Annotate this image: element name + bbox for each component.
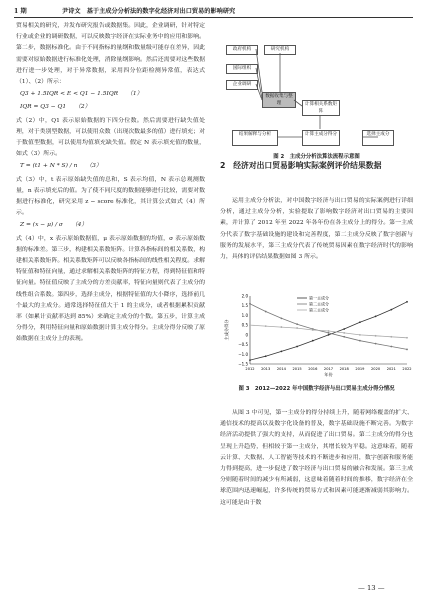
flowchart-arrows bbox=[220, 40, 413, 150]
data-point bbox=[249, 324, 251, 326]
y-tick-label: 0 bbox=[245, 332, 248, 338]
x-tick-label: 2015 bbox=[292, 367, 302, 371]
data-point bbox=[359, 321, 361, 323]
section-2-title: 2 经济对出口贸易影响实际案例评价结果数据 bbox=[220, 161, 382, 170]
data-point bbox=[281, 350, 283, 352]
data-point bbox=[281, 317, 283, 319]
right-body bbox=[220, 196, 413, 263]
data-point bbox=[328, 330, 330, 332]
data-point bbox=[343, 328, 345, 330]
data-point bbox=[375, 343, 377, 345]
data-point bbox=[296, 327, 298, 329]
data-point bbox=[406, 337, 408, 339]
data-point bbox=[390, 309, 392, 311]
x-axis-label: 年份 bbox=[324, 372, 333, 377]
data-point bbox=[312, 329, 314, 331]
data-point bbox=[281, 326, 283, 328]
data-point bbox=[328, 334, 330, 336]
paragraph: 式（4）中，x 表示原始数据值，μ 表示原始数据的均值，σ 表示原始数据的标准差。第三步，构建相关系数矩阵。计算各指标间的相关系数，构建相关系数矩阵。相关系数矩阵可以反映各指标间的线性相关程度。求解特征值和特征向量，通过求解相关系数矩阵的特征方程，得到特征值和特征向量。特征值反映了主成分的方差贡献率，特征向量则代表了主成分的线性组合系数。第四步，选择主成分，根据特征值的大小降序，选择前几个最大的主成分。通常选择特征值大于 1 的主成分，或者根据累积贡献率（如累计贡献率达到 85%）来确定主成分的个数。第五步，计算主成分得分，利用特征向量和原始数据计算主成分得分。主成分得分反映了原始数据在主成分上的表现。 bbox=[16, 235, 205, 343]
node-score: 计算主成分得分 bbox=[302, 130, 340, 146]
data-point bbox=[406, 349, 408, 351]
data-point bbox=[328, 332, 330, 334]
x-tick-label: 2016 bbox=[308, 367, 318, 371]
formula-2: IQR = Q3 − Q1 （2） bbox=[20, 104, 91, 111]
data-point bbox=[312, 340, 314, 342]
node-corr: 计算相关系数矩阵 bbox=[302, 100, 340, 116]
data-point bbox=[249, 303, 251, 305]
right-body-2 bbox=[220, 408, 413, 509]
data-point bbox=[265, 355, 267, 357]
paragraph: 式（3）中，t 表示原始缺失值的总和，S 表示均值，N 表示总观测数量，n 表示填充后的值。为了使不同尺度的数据能够进行比较，需要对数据进行标准化，研究采用 z − score 标准化，其计算公式如式（4）所示。 bbox=[16, 176, 205, 217]
data-point bbox=[296, 323, 298, 325]
data-point bbox=[375, 335, 377, 337]
x-tick-label: 2018 bbox=[339, 367, 349, 371]
y-tick-label: 2.0 bbox=[241, 293, 248, 299]
header-rule bbox=[14, 17, 413, 18]
x-tick-label: 2012 bbox=[245, 367, 255, 371]
y-tick-label: 1.0 bbox=[241, 312, 248, 318]
y-axis-label: 主成分得分 bbox=[224, 319, 229, 341]
formula-1: Q3 + 1.5IQR < E < Q1 − 1.5IQR （1） bbox=[20, 91, 143, 98]
node-intl: 国际组织 bbox=[226, 64, 258, 74]
figure-3-chart bbox=[222, 288, 412, 380]
running-header bbox=[14, 4, 413, 16]
data-point bbox=[343, 332, 345, 334]
y-tick-label: −1.0 bbox=[238, 351, 248, 357]
x-tick-label: 2019 bbox=[355, 367, 365, 371]
node-collect: 数据收集与整理 bbox=[262, 92, 296, 108]
data-point bbox=[265, 311, 267, 313]
formula-3: T = (t1 + N * S) / n （3） bbox=[20, 163, 102, 170]
data-point bbox=[249, 359, 251, 361]
x-tick-label: 2020 bbox=[371, 367, 381, 371]
data-point bbox=[359, 334, 361, 336]
node-survey: 企业调研 bbox=[226, 80, 258, 90]
data-point bbox=[375, 316, 377, 318]
legend-label: 第三主成分 bbox=[309, 307, 329, 313]
legend-label: 第二主成分 bbox=[309, 301, 329, 307]
paragraph: 从图 3 中可见，第一主成分的得分持续上升，随着网络覆盖的扩大、通信技术的提高以及数字化设备的普及，数字基础设施不断完善。为数字经济活动提供了强大的支持，从而促进了出口贸易。第二主成分的得分也呈现上升趋势，但相较于第一主成分，其增长较为平稳。这意味着，随着云计算、大数据、人工智能等技术的不断进步和应用，数字创新和服务能力得到提高，进一步促进了数字经济与出口贸易的融合和发展。第三主成分则随着时间的减少有所减弱，这意味着随着时间的推移，数字经济在全球范围内迅速崛起，许多传统的贸易方式和因素可能逐渐减弱其影响力。这可能是由于数 bbox=[220, 410, 413, 506]
data-point bbox=[359, 340, 361, 342]
formula-4: Z = (x − μ) / σ （4） bbox=[20, 222, 88, 229]
legend-label: 第一主成分 bbox=[309, 295, 329, 301]
issue-label: 1 期 bbox=[14, 8, 27, 15]
node-result: 结果解释与分析 bbox=[232, 130, 278, 146]
y-tick-label: 1.5 bbox=[241, 303, 248, 309]
data-point bbox=[390, 346, 392, 348]
paragraph: 式（2）中，Q1 表示原始数据的下四分位数。然后需要进行缺失值处理，对于类别型数据，可以使用众数（出现次数最多的值）进行填充；对于数值型数据，可以使用均值填充缺失值。假定 N 表示填充值的数量，如式（3）所示。 bbox=[16, 117, 205, 158]
y-tick-label: −0.5 bbox=[238, 342, 248, 348]
article-title-header: 尹诗文 基于主成分分析法的数字化经济对出口贸易的影响研究 bbox=[62, 8, 236, 15]
x-tick-label: 2014 bbox=[276, 367, 286, 371]
figure-2-caption: 图 2 主成分分析法算法流程示意图 bbox=[273, 154, 360, 160]
y-tick-label: 0.5 bbox=[241, 322, 248, 328]
data-point bbox=[406, 301, 408, 303]
x-tick-label: 2013 bbox=[261, 367, 271, 371]
x-tick-label: 2021 bbox=[386, 367, 396, 371]
data-point bbox=[265, 325, 267, 327]
node-select: 选择主成分 bbox=[362, 130, 394, 146]
node-research: 研究机构 bbox=[264, 45, 296, 55]
node-gov: 政府机构 bbox=[226, 45, 258, 55]
y-tick-label: −1.5 bbox=[238, 361, 248, 367]
x-tick-label: 2017 bbox=[323, 367, 334, 371]
data-point bbox=[343, 336, 345, 338]
data-point bbox=[296, 346, 298, 348]
left-column bbox=[16, 21, 205, 346]
paragraph: 贸易相关的研究，并发布研究报告或数据集。因此，企业调研，针对特定行业或企业的调研数据，可以反映数字经济在实际业务中的应用和影响。第二步，数据标准化。由于不同指标的量纲和数量级可能存在差异，因此需要对原始数据进行标准化处理，消除量纲影响。然后还需要对这些数据进行进一步处理，对于异常数据，采用四分位距检测异常值，表达式（1）、（2）所示： bbox=[16, 23, 205, 86]
data-point bbox=[390, 336, 392, 338]
figure-3-caption: 图 3 2012—2022 年中国数字经济与出口贸易主成分得分情况 bbox=[238, 386, 395, 392]
paragraph: 运用主成分分析法，对中国数字经济与出口贸易的实际案例进行详细分析，通过主成分分析，实验提取了影响数字经济对出口贸易的主要因素，并计算了 2012 年至 2022 年各年份在各主成分上的得分。第一主成分代表了数字基础设施的建设和完善程度，第二主成分反映了数字创新与服务的发展水平，第三主成分代表了传统贸易因素在数字经济时代的影响力，具体的评估结果数据如图 3 所示。 bbox=[220, 198, 413, 261]
x-tick-label: 2022 bbox=[402, 367, 412, 371]
page-number: — 13 — bbox=[358, 584, 385, 592]
